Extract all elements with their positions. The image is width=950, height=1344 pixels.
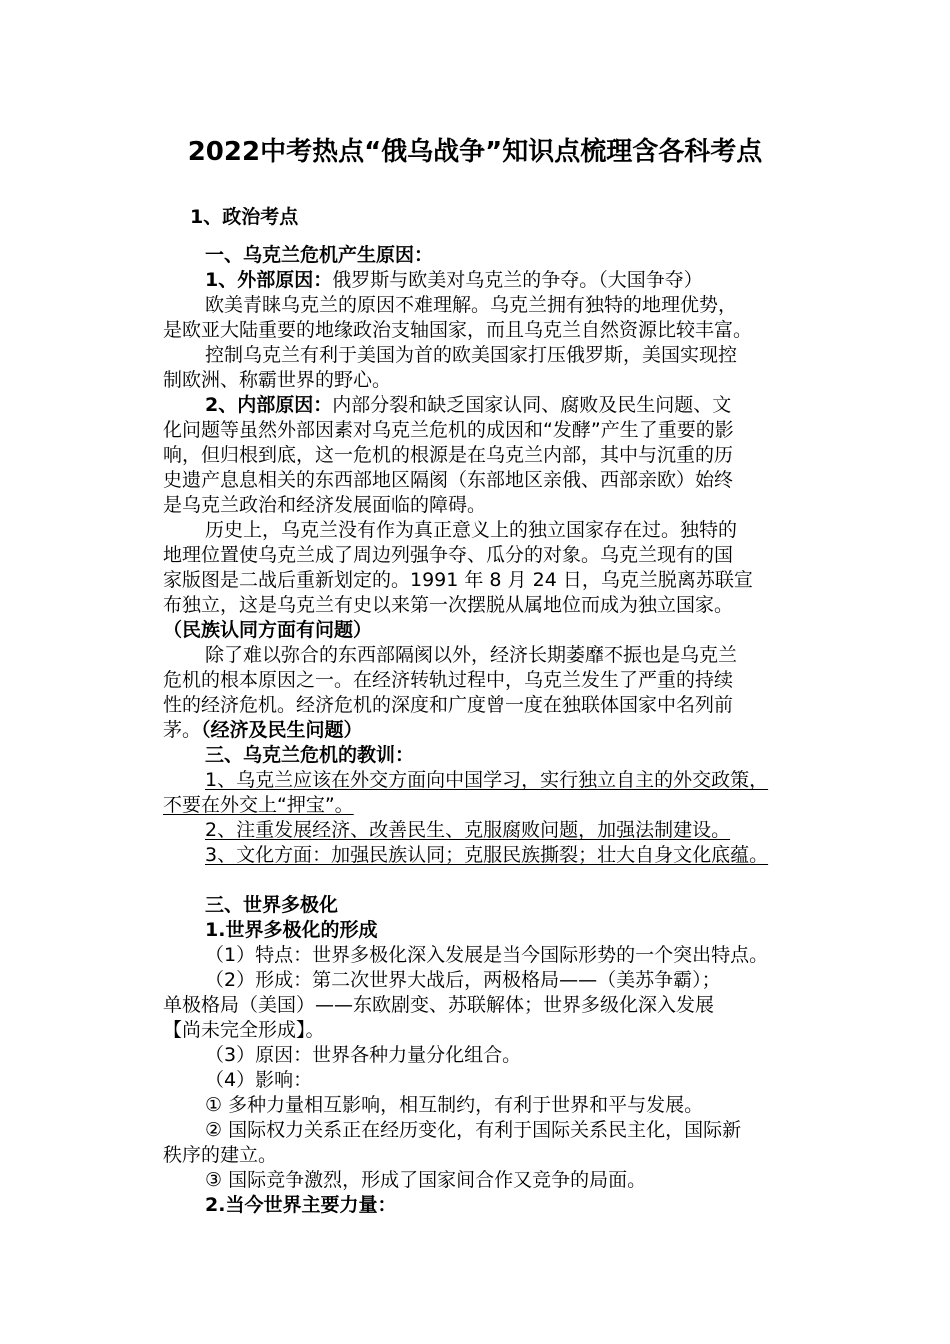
external-cause-text: 俄罗斯与欧美对乌克兰的争夺。（大国争夺） bbox=[332, 269, 703, 291]
internal-cause-label: 2、内部原因： bbox=[205, 394, 333, 416]
heading-multipolarity: 三、世界多极化 bbox=[205, 894, 339, 916]
paragraph-line bbox=[205, 268, 703, 293]
paragraph-line: 欧美青睐乌克兰的原因不难理解。乌克兰拥有独特的地理优势， bbox=[205, 294, 738, 316]
heading-causes: 一、乌克兰危机产生原因： bbox=[205, 244, 434, 266]
subheading: 1.世界多极化的形成 bbox=[205, 919, 378, 941]
paragraph-line: 历史上，乌克兰没有作为真正意义上的独立国家存在过。独特的 bbox=[205, 519, 738, 541]
internal-cause-text: 内部分裂和缺乏国家认同、腐败及民生问题、文 bbox=[332, 394, 732, 416]
paragraph-text: 茅。 bbox=[163, 719, 202, 741]
paragraph-note: （民族认同方面有问题） bbox=[163, 619, 373, 641]
external-cause-label: 1、外部原因： bbox=[205, 269, 333, 291]
paragraph-line: （2）形成：第二次世界大战后，两极格局——（美苏争霸）； bbox=[205, 969, 721, 991]
paragraph-line: 制欧洲、称霸世界的野心。 bbox=[163, 369, 392, 391]
paragraph-line: 是欧亚大陆重要的地缘政治支轴国家，而且乌克兰自然资源比较丰富。 bbox=[163, 319, 753, 341]
effect-item: ③ 国际竞争激烈，形成了国家间合作又竞争的局面。 bbox=[205, 1169, 647, 1191]
effect-item: ② 国际权力关系正在经历变化，有利于国际关系民主化，国际新 bbox=[205, 1119, 742, 1141]
paragraph-line: 家版图是二战后重新划定的。1991 年 8 月 24 日，乌克兰脱离苏联宣 bbox=[163, 569, 753, 591]
paragraph-line: 是乌克兰政治和经济发展面临的障碍。 bbox=[163, 494, 487, 516]
lesson-item: 2、注重发展经济、改善民生、克服腐败问题，加强法制建设。 bbox=[205, 819, 731, 841]
lesson-item: 不要在外交上“押宝”。 bbox=[163, 794, 354, 816]
heading-lessons: 三、乌克兰危机的教训： bbox=[205, 744, 415, 766]
effect-item: ① 多种力量相互影响，相互制约，有利于世界和平与发展。 bbox=[205, 1094, 704, 1116]
document-title: 2022中考热点“俄乌战争”知识点梳理含各科考点 bbox=[187, 137, 763, 167]
paragraph-line: 响，但归根到底，这一危机的根源是在乌克兰内部，其中与沉重的历 bbox=[163, 444, 734, 466]
effect-item: 秩序的建立。 bbox=[163, 1144, 278, 1166]
paragraph-line: 性的经济危机。经济危机的深度和广度曾一度在独联体国家中名列前 bbox=[163, 694, 734, 716]
lesson-item: 1、乌克兰应该在外交方面向中国学习，实行独立自主的外交政策， bbox=[205, 769, 769, 791]
section-heading: 1、政治考点 bbox=[190, 206, 299, 228]
paragraph-line: 地理位置使乌克兰成了周边列强争夺、瓜分的对象。乌克兰现有的国 bbox=[163, 544, 734, 566]
paragraph-line: （1）特点：世界多极化深入发展是当今国际形势的一个突出特点。 bbox=[205, 944, 769, 966]
subheading: 2.当今世界主要力量： bbox=[205, 1194, 397, 1216]
paragraph-line: 布独立，这是乌克兰有史以来第一次摆脱从属地位而成为独立国家。 bbox=[163, 594, 734, 616]
paragraph-line: 控制乌克兰有利于美国为首的欧美国家打压俄罗斯，美国实现控 bbox=[205, 344, 738, 366]
paragraph-line: 危机的根本原因之一。在经济转轨过程中，乌克兰发生了严重的持续 bbox=[163, 669, 734, 691]
paragraph-line: （3）原因：世界各种力量分化组合。 bbox=[205, 1044, 522, 1066]
paragraph-line: 单极格局（美国）——东欧剧变、苏联解体；世界多级化深入发展 bbox=[163, 994, 715, 1016]
paragraph-line: 化问题等虽然外部因素对乌克兰危机的成因和“发酵”产生了重要的影 bbox=[163, 419, 734, 441]
paragraph-line: 史遗产息息相关的东西部地区隔阂（东部地区亲俄、西部亲欧）始终 bbox=[163, 469, 734, 491]
paragraph-line bbox=[163, 718, 363, 743]
lesson-item: 3、文化方面：加强民族认同；克服民族撕裂；壮大自身文化底蕴。 bbox=[205, 844, 769, 866]
paragraph-note: （经济及民生问题） bbox=[201, 719, 363, 741]
paragraph-line bbox=[205, 393, 731, 418]
paragraph-line: （4）影响： bbox=[205, 1069, 313, 1091]
paragraph-line: 除了难以弥合的东西部隔阂以外，经济长期萎靡不振也是乌克兰 bbox=[205, 644, 738, 666]
paragraph-line: 【尚未完全形成】。 bbox=[163, 1019, 325, 1041]
